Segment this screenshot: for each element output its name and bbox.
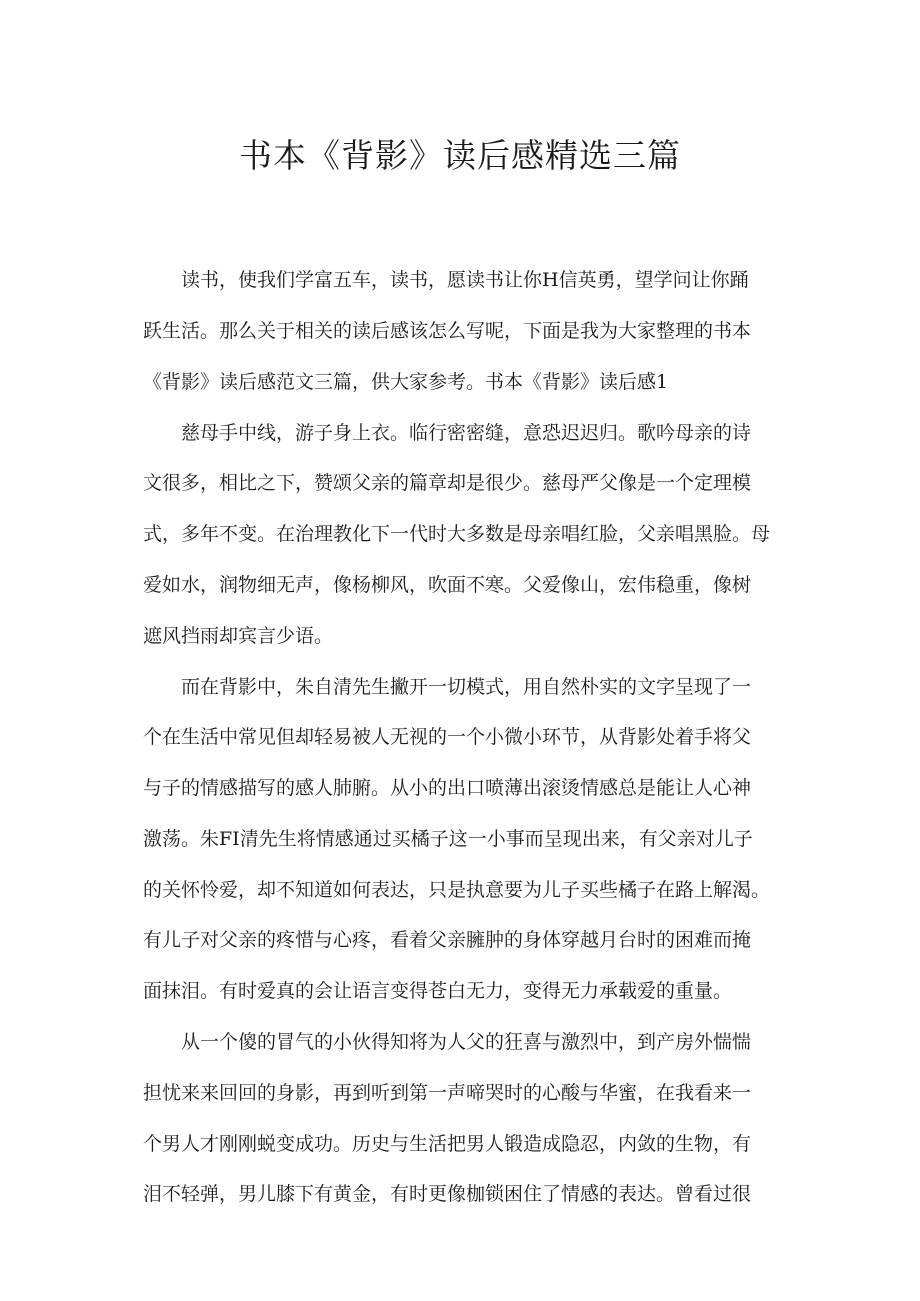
text-line: 有儿子对父亲的疼惜与心疼，看着父亲臃肿的身体穿越月台时的困难而掩	[143, 929, 752, 951]
text-line: 激荡。朱FI清先生将情感通过买橘子这一小事而呈现出来，有父亲对儿子	[143, 828, 753, 850]
text-line: 《背影》读后感范文三篇，供大家参考。书本《背影》读后感1	[143, 371, 669, 393]
text-line: 个男人才刚刚蜕变成功。历史与生活把男人锻造成隐忍，内敛的生物，有	[143, 1133, 752, 1155]
text-line: 遮风挡雨却宾言少语。	[143, 625, 334, 647]
text-line: 读书，使我们学富五车，读书，愿读书让你H信英勇，望学问让你踊	[181, 269, 749, 291]
text-line: 爱如水，润物细无声，像杨柳风，吹面不寒。父爱像山，宏伟稳重，像树	[143, 574, 752, 596]
text-line: 式，多年不变。在治理教化下一代时大多数是母亲唱红脸，父亲唱黑脸。母	[143, 523, 771, 545]
text-line: 的关怀怜爱，却不知道如何表达，只是执意要为儿子买些橘子在路上解渴。	[143, 879, 771, 901]
text-line: 个在生活中常见但却轻易被人无视的一个小微小环节，从背影处着手将父	[143, 726, 752, 748]
text-line: 跃生活。那么关于相关的读后感该怎么写呢，下面是我为大家整理的书本	[143, 320, 752, 342]
text-line: 文很多，相比之下，赞颂父亲的篇章却是很少。慈母严父像是一个定理模	[143, 472, 752, 494]
text-line: 泪不轻弹，男儿膝下有黄金，有时更像枷锁困住了情感的表达。曾看过很	[143, 1183, 752, 1205]
text-line: 慈母手中线，游子身上衣。临行密密缝，意恐迟迟归。歌吟母亲的诗	[181, 422, 752, 444]
text-line: 而在背影中，朱自清先生撇开一切模式，用自然朴实的文字呈现了一	[181, 676, 752, 698]
text-line: 担忧来来回回的身影，再到听到第一声啼哭时的心酸与华蜜，在我看来一	[143, 1082, 752, 1104]
text-line: 从一个傻的冒气的小伙得知将为人父的狂喜与激烈中，到产房外惴惴	[181, 1031, 752, 1053]
text-line: 面抹泪。有时爱真的会让语言变得苍白无力，变得无力承载爱的重量。	[143, 980, 733, 1002]
document-title: 书本《背影》读后感精选三篇	[239, 136, 681, 175]
text-line: 与子的情感描写的感人肺腑。从小的出口喷薄出滚烫情感总是能让人心神	[143, 777, 752, 799]
